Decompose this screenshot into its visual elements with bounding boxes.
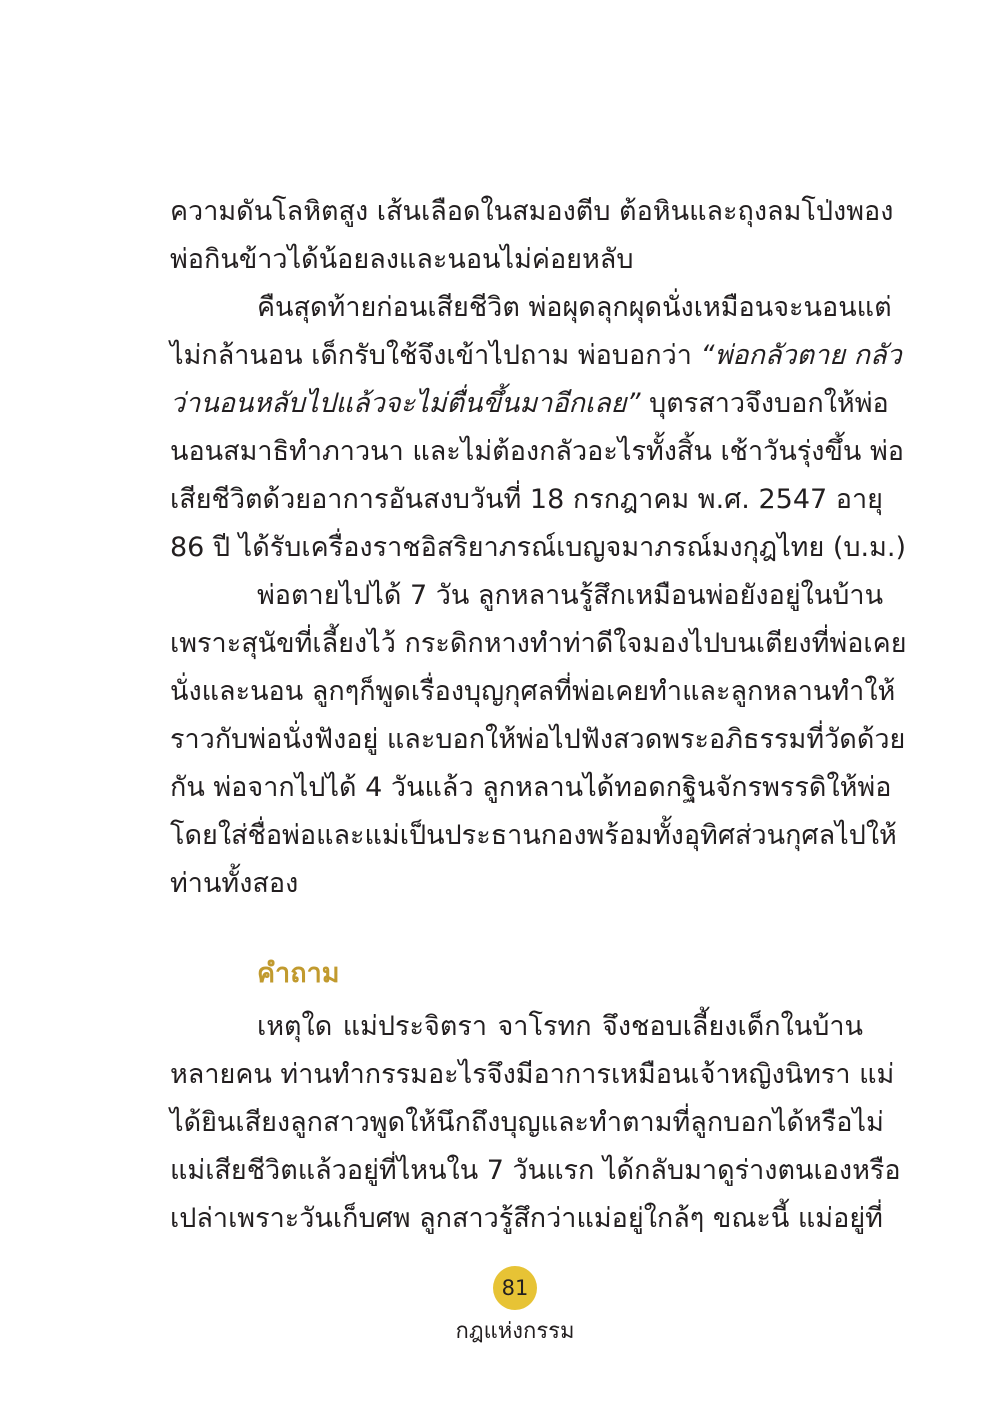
paragraph-2-line-1: คืนสุดท้ายก่อนเสียชีวิต พ่อผุดลุกผุดนั่งเหมือนจะนอนแต่ bbox=[257, 292, 892, 323]
paragraph-1-line-2: พ่อกินข้าวได้น้อยลงและนอนไม่ค่อยหลับ bbox=[170, 244, 634, 275]
paragraph-3-line-7: ท่านทั้งสอง bbox=[170, 868, 299, 899]
paragraph-2-line-3-text: บุตรสาวจึงบอกให้พ่อ bbox=[640, 388, 889, 419]
paragraph-3-line-1: พ่อตายไปได้ 7 วัน ลูกหลานรู้สึกเหมือนพ่อยังอยู่ในบ้าน bbox=[257, 580, 884, 611]
paragraph-3-line-6: โดยใส่ชื่อพ่อและแม่เป็นประธานกองพร้อมทั้งอุทิศส่วนกุศลไปให้ bbox=[170, 820, 897, 851]
question-heading: คำถาม bbox=[257, 958, 340, 989]
paragraph-3-line-5: กัน พ่อจากไปได้ 4 วันแล้ว ลูกหลานได้ทอดกฐินจักรพรรดิให้พ่อ bbox=[170, 772, 892, 803]
paragraph-2-line-2-text: ไม่กล้านอน เด็กรับใช้จึงเข้าไปถาม พ่อบอกว่า bbox=[170, 340, 701, 371]
paragraph-2-line-5: เสียชีวิตด้วยอาการอันสงบวันที่ 18 กรกฎาคม พ.ศ. 2547 อายุ bbox=[170, 484, 883, 515]
question-line-3: ได้ยินเสียงลูกสาวพูดให้นึกถึงบุญและทำตามที่ลูกบอกได้หรือไม่ bbox=[170, 1107, 884, 1138]
paragraph-2-line-4: นอนสมาธิทำภาวนา และไม่ต้องกลัวอะไรทั้งสิ้น เช้าวันรุ่งขึ้น พ่อ bbox=[170, 436, 904, 467]
question-line-1: เหตุใด แม่ประจิตรา จาโรทก จึงชอบเลี้ยงเด็กในบ้าน bbox=[257, 1011, 863, 1042]
book-title: กฎแห่งกรรม bbox=[455, 1319, 575, 1344]
page-number-badge: 81 bbox=[493, 1266, 537, 1310]
father-quote-part-2: ว่านอนหลับไปแล้วจะไม่ตื่นขึ้นมาอีกเลย” bbox=[170, 388, 641, 419]
paragraph-3-line-2: เพราะสุนัขที่เลี้ยงไว้ กระดิกหางทำท่าดีใจมองไปบนเตียงที่พ่อเคย bbox=[170, 628, 907, 659]
question-line-4: แม่เสียชีวิตแล้วอยู่ที่ไหนใน 7 วันแรก ได้กลับมาดูร่างตนเองหรือ bbox=[170, 1155, 901, 1186]
paragraph-3-line-3: นั่งและนอน ลูกๆก็พูดเรื่องบุญกุศลที่พ่อเคยทำและลูกหลานทำให้ bbox=[170, 676, 896, 707]
question-line-5: เปล่าเพราะวันเก็บศพ ลูกสาวรู้สึกว่าแม่อยู่ใกล้ๆ ขณะนี้ แม่อยู่ที่ bbox=[170, 1203, 883, 1234]
question-line-2: หลายคน ท่านทำกรรมอะไรจึงมีอาการเหมือนเจ้าหญิงนิทรา แม่ bbox=[170, 1059, 895, 1090]
paragraph-1-line-1: ความดันโลหิตสูง เส้นเลือดในสมองตีบ ต้อหินและถุงลมโป่งพอง bbox=[170, 196, 894, 227]
father-quote-part-1: “พ่อกลัวตาย กลัว bbox=[700, 340, 902, 371]
paragraph-2-line-2 bbox=[170, 335, 902, 377]
paragraph-3-line-4: ราวกับพ่อนั่งฟังอยู่ และบอกให้พ่อไปฟังสวดพระอภิธรรมที่วัดด้วย bbox=[170, 724, 906, 755]
paragraph-2-line-3 bbox=[170, 383, 889, 425]
paragraph-2-line-6: 86 ปี ได้รับเครื่องราชอิสริยาภรณ์เบญจมาภรณ์มงกุฎไทย (บ.ม.) bbox=[170, 532, 907, 563]
